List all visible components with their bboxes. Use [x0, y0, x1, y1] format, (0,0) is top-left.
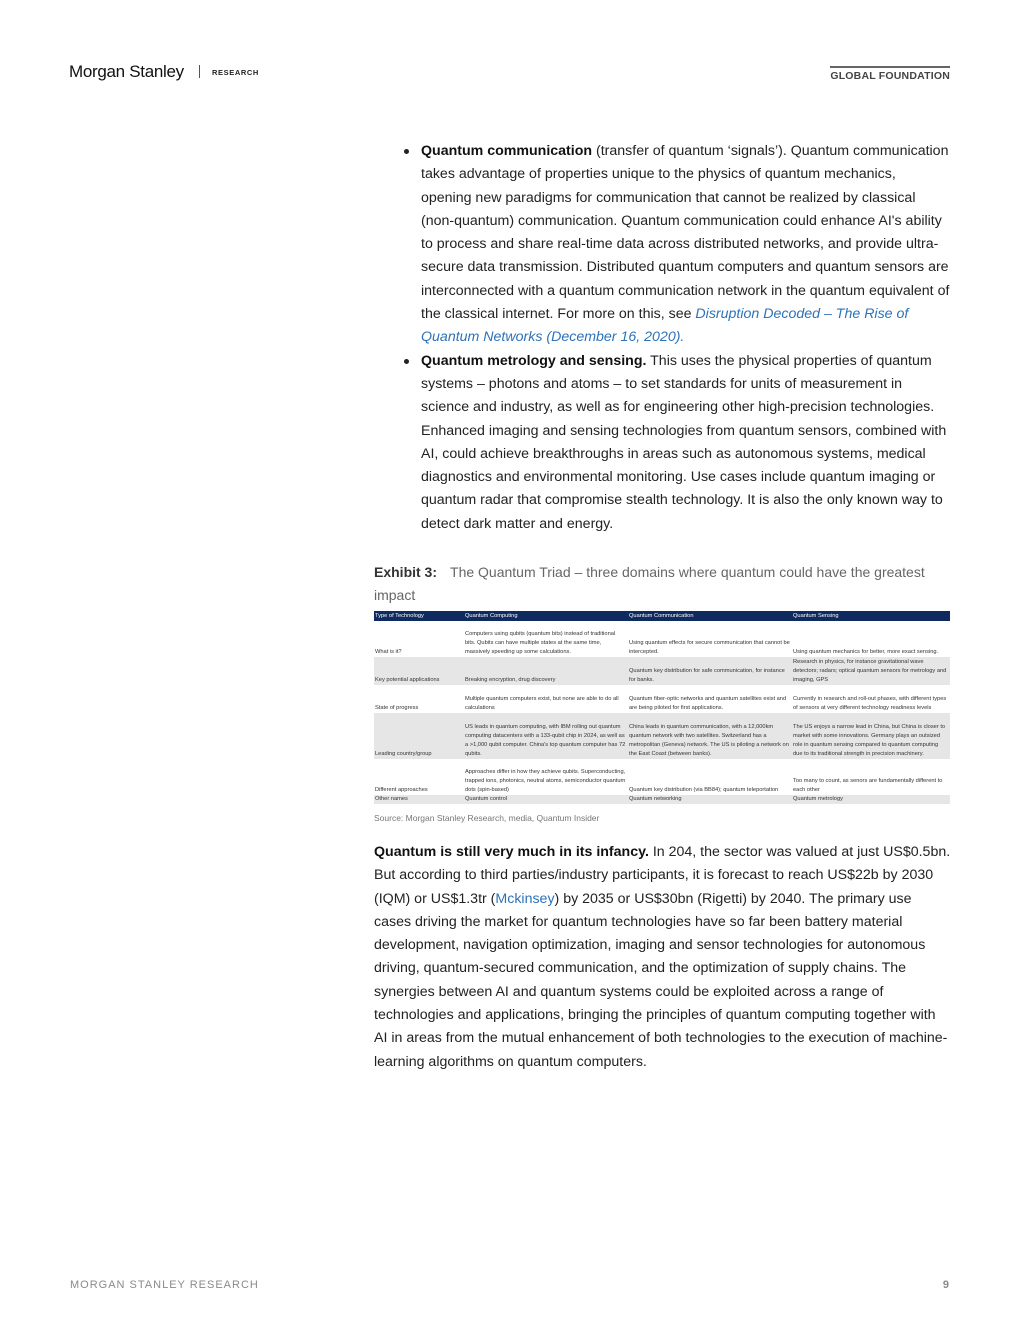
table-cell: State of progress: [375, 705, 419, 712]
bullet-title: Quantum metrology and sensing.: [421, 352, 647, 369]
page-number: 9: [942, 1279, 949, 1291]
header-section-label: RESEARCH: [212, 68, 259, 77]
table-header-cell: Type of Technology: [374, 611, 464, 621]
table-row: [374, 621, 950, 657]
brand-logo: Morgan Stanley: [69, 62, 184, 81]
body-text-b: ) by 2035 or US$30bn (Rigetti) by 2040. The primary use cases driving the market for quantum technologies have so far been battery material development, navigation optimization, imaging and sensor technologies for autonomous driving, quantum-secured communication, and the optimization of supply chains. The synergies between AI and quantum systems could be exploited across a range of technologies and applications, bringing the principles of quantum computing together with AI in areas from the mutual enhancement of both technologies to the execution of machine-learning algorithms on quantum computers.: [374, 890, 948, 1070]
bullet-dot: [404, 359, 409, 364]
table-cell: Computers using qubits (quantum bits) instead of traditional bits. Qubits can have multiple states at the same time, massively speeding up some calculations.: [465, 631, 616, 656]
exhibit-title: The Quantum Triad – three domains where quantum could have the greatest impact: [374, 564, 925, 603]
header-series: [830, 66, 950, 82]
body-lead: Quantum is still very much in its infancy.: [374, 844, 649, 860]
bullet-dot: [404, 149, 409, 154]
quantum-triad-table: [374, 611, 950, 804]
table-cell: Key potential applications: [374, 657, 464, 685]
table-cell: China leads in quantum communication, with a 12,000km quantum network with two satellites. Switzerland has a metropolitan (Geneva) network. The US is piloting a network on the East Coast (between banks).: [628, 713, 792, 759]
table-cell: Research in physics, for instance gravitational wave detectors; radars; optical quantum sensors for metrology and imaging, GPS: [792, 657, 950, 685]
table-cell: Quantum fiber-optic networks and quantum satellites exist and are being piloted for first applications.: [629, 696, 787, 712]
table-row: [374, 759, 950, 795]
footer-publisher: MORGAN STANLEY RESEARCH: [70, 1279, 259, 1291]
table-cell: Currently in research and roll-out phases, with different types of sensors at very different technology readiness levels: [793, 696, 947, 712]
header-divider: [199, 65, 200, 78]
disruption-decoded-link[interactable]: Disruption Decoded – The Rise of Quantum Networks (December 16, 2020).: [421, 306, 909, 346]
table-cell: Breaking encryption, drug discovery: [464, 657, 628, 685]
table-cell: US leads in quantum computing, with IBM rolling out quantum computing datacenters with a 133-qubit chip in 2024, as well as a >1,000 qubit computer. China's top quantum computer has 72 qubits.: [464, 713, 628, 759]
table-cell: Too many to count, as senors are fundamentally different to each other: [793, 778, 943, 794]
table-header-row: [374, 611, 950, 621]
bullet-quantum-communication: [401, 140, 950, 350]
table-row: [374, 713, 950, 759]
header-series-label: GLOBAL FOUNDATION: [830, 70, 950, 82]
table-cell: What is it?: [375, 649, 402, 656]
table-cell: Using quantum mechanics for better, more exact sensing.: [793, 649, 939, 656]
table-cell: Using quantum effects for secure communication that cannot be intercepted.: [629, 640, 790, 656]
exhibit-caption: [374, 561, 950, 607]
table-cell: Quantum key distribution (via BB84); quantum teleportation: [629, 787, 779, 794]
table-row: [374, 657, 950, 685]
table-header-cell: Quantum Sensing: [792, 611, 950, 621]
mckinsey-link[interactable]: Mckinsey: [495, 890, 555, 907]
table-row: [374, 685, 950, 713]
table-cell: Leading country/group: [374, 713, 464, 759]
bullet-list: [401, 140, 950, 536]
table-cell: Quantum metrology: [792, 795, 950, 804]
table-cell: Quantum control: [464, 795, 628, 804]
table-cell: Quantum key distribution for safe communication, for instance for banks.: [628, 657, 792, 685]
table-header-cell: Quantum Communication: [628, 611, 792, 621]
table-row: [374, 795, 950, 804]
table-cell: Different approaches: [375, 787, 428, 794]
bullet-title: Quantum communication: [421, 143, 593, 159]
body-text-a: In 204, the sector was valued at just US$0.5bn. But according to third parties/industry participants, it is forecast to reach US$22b by 2030 (IQM) or US$1.3tr (: [374, 844, 951, 907]
table-cell: Approaches differ in how they achieve qubits. Superconducting, trapped ions, photonics, neutral atoms, semiconductor quantum dots (spin-based): [465, 769, 626, 794]
table-cell: Other names: [374, 795, 464, 804]
bullet-text: This uses the physical properties of quantum systems – photons and atoms – to set standards for units of measurement in science and industry, as well as for engineering other high-precision technologies. Enhanced imaging and sensing technologies from quantum sensors, combined with AI, could achieve breakthroughs in areas such as autonomous systems, medical diagnostics and environmental monitoring. Use cases include quantum imaging or quantum radar that compromise stealth technology. It is also the only known way to detect dark matter and energy.: [421, 352, 947, 532]
exhibit-source: Source: Morgan Stanley Research, media, Quantum Insider: [374, 813, 600, 823]
bullet-quantum-metrology: [401, 350, 950, 536]
table-cell: The US enjoys a narrow lead in China, but China is closer to market with some innovations. Germany plays an outsized role in quantum sensing compared to quantum computing due to its traditional strength in precision machinery.: [792, 713, 950, 759]
table-cell: Quantum networking: [628, 795, 792, 804]
exhibit-label: Exhibit 3:: [374, 564, 438, 580]
bullet-text: (transfer of quantum ‘signals’). Quantum communication takes advantage of properties unique to the physics of quantum mechanics, opening new paradigms for communication that cannot be realized by classical (non-quantum) communication. Quantum communication could enhance AI's ability to process and share real-time data across distributed networks, and provide ultra-secure data transmission. Distributed quantum computers and quantum sensors are interconnected with a quantum communication network in the quantum equivalent of the classical internet. For more on this, see: [421, 143, 950, 323]
header-series-rule: [830, 66, 950, 68]
body-paragraph: [374, 841, 952, 1074]
table-header-cell: Quantum Computing: [464, 611, 628, 621]
table-cell: Multiple quantum computers exist, but none are able to do all calculations: [465, 696, 619, 712]
